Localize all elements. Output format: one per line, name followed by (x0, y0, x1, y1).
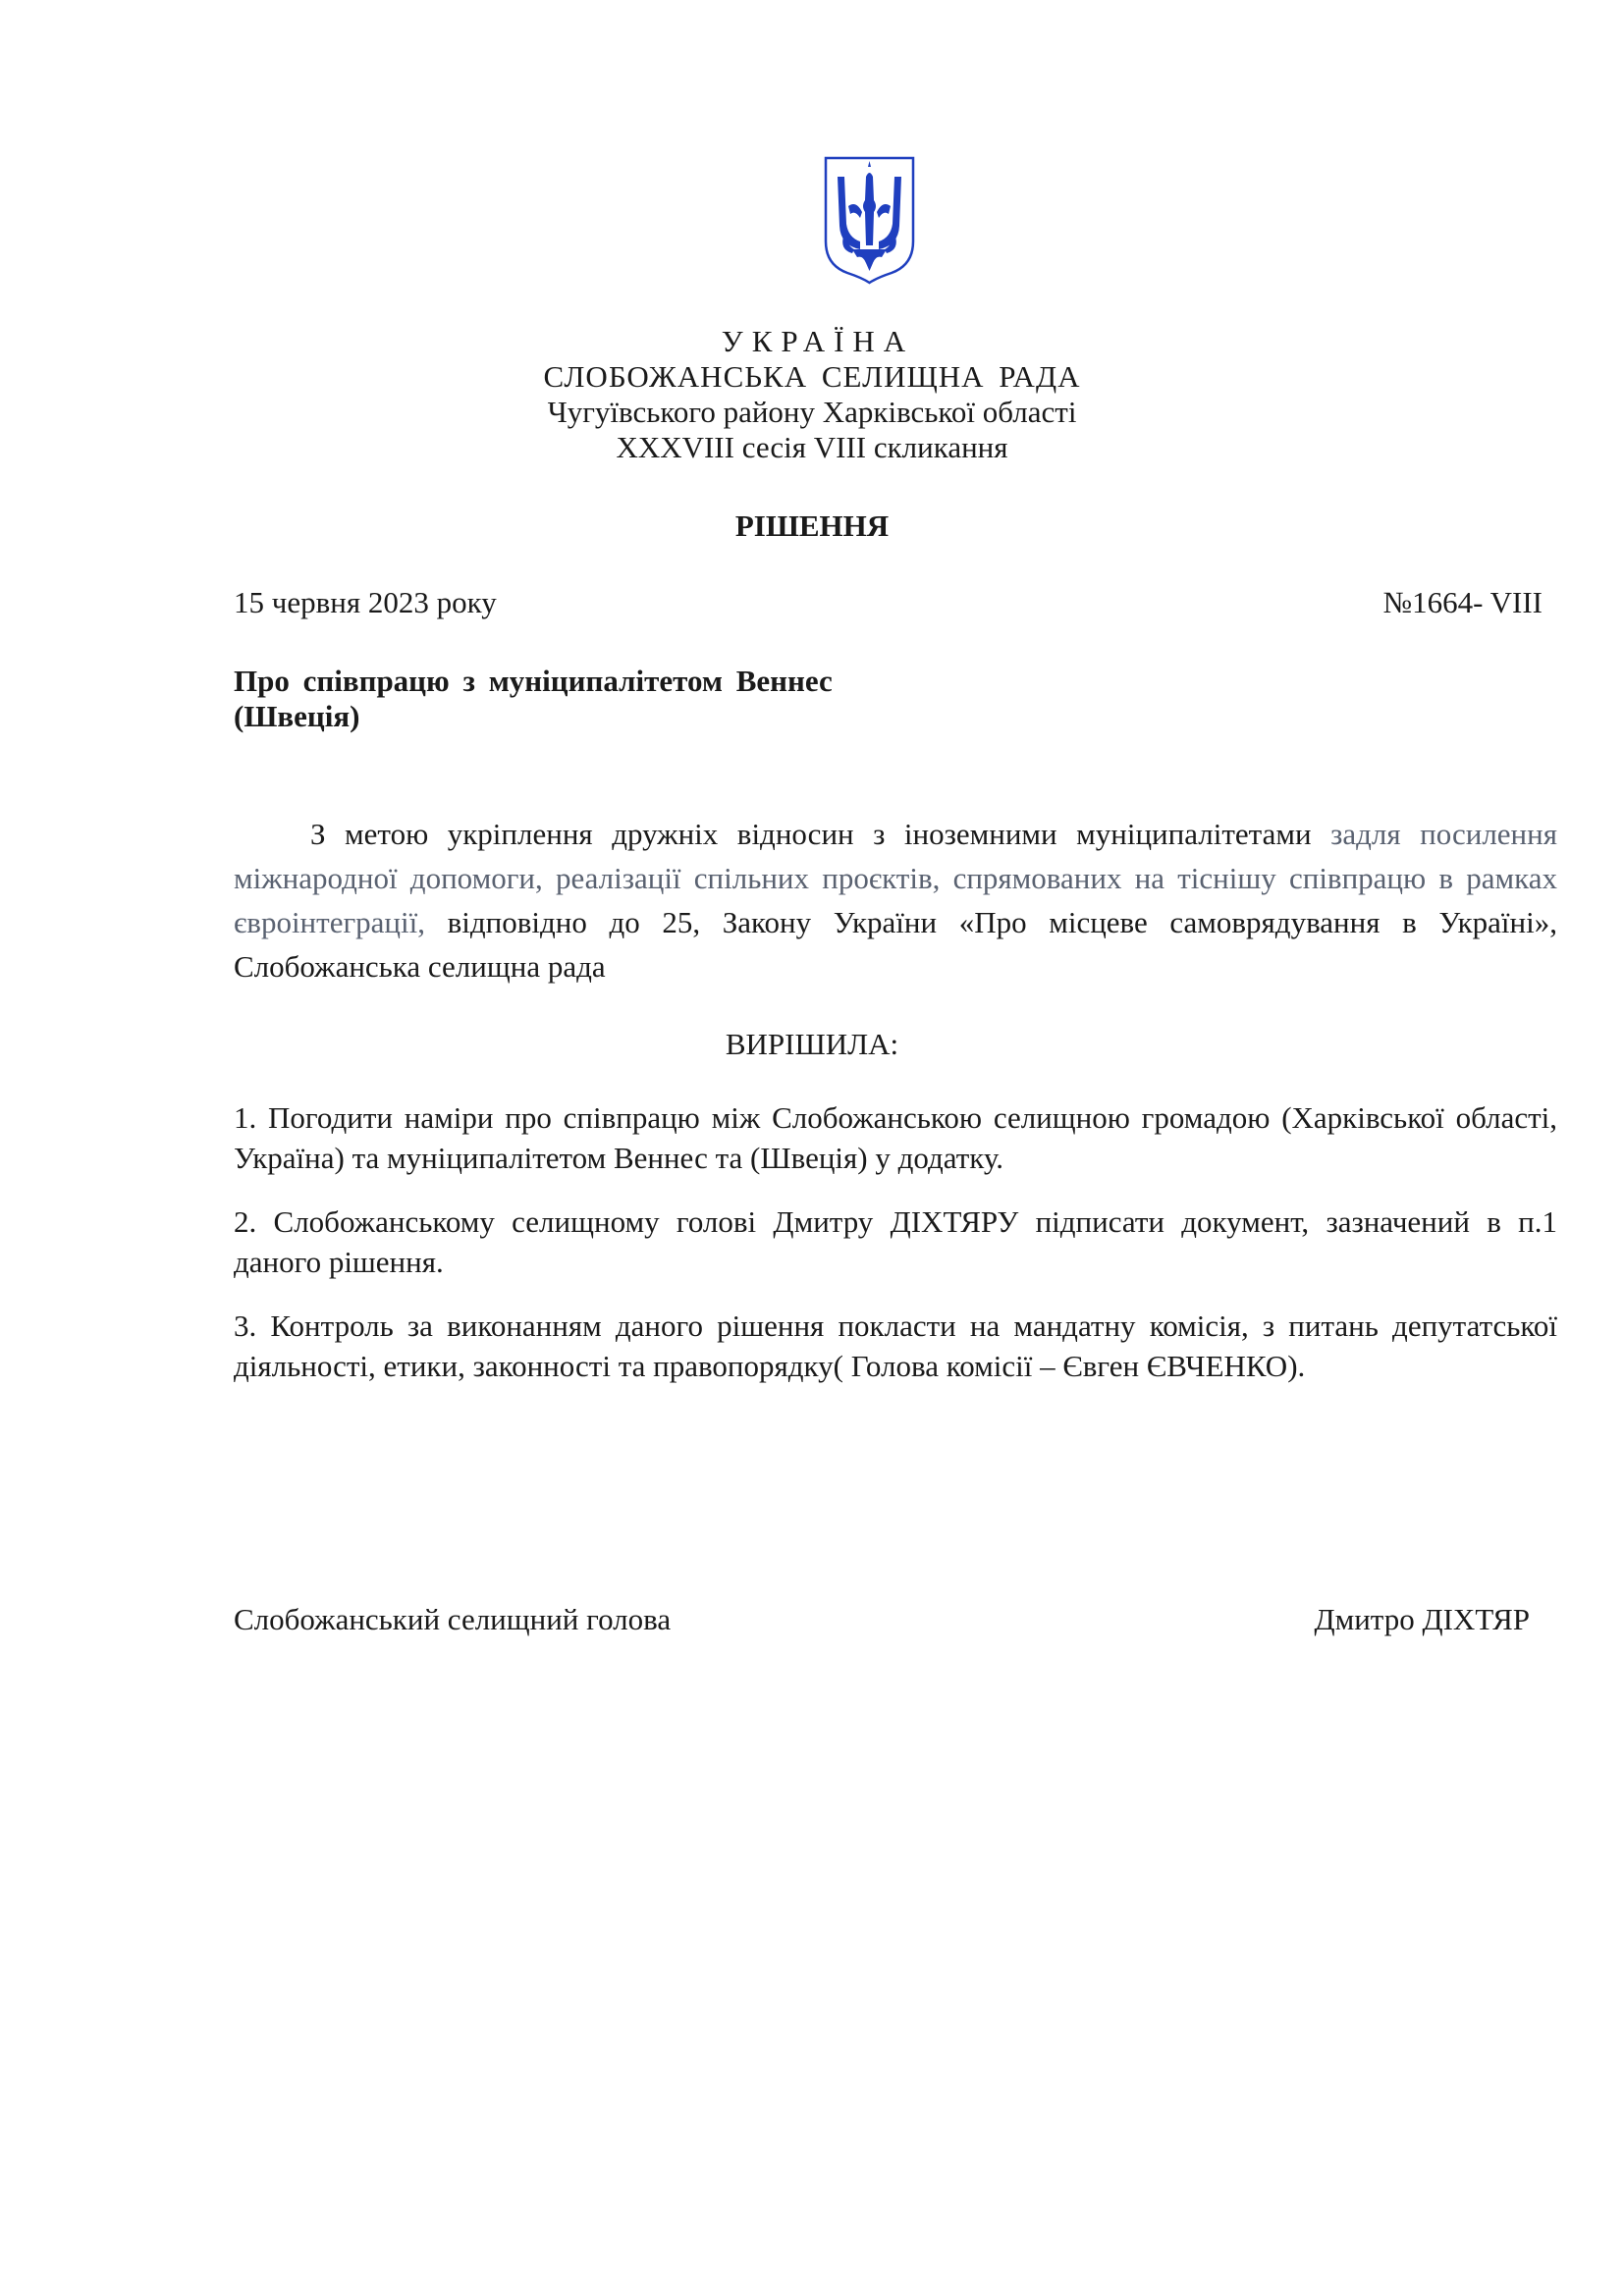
resolution-item-2: 2. Слобожанському селищному голові Дмитру ДІХТЯРУ підписати документ, зазначений в п.1 даного рішення. (234, 1204, 1557, 1279)
preamble-part-1: З метою укріплення дружніх відносин з іноземними муніципалітетами (310, 817, 1312, 851)
document-subject (234, 664, 901, 734)
subject-line-1: Про співпрацю з муніципалітетом Веннес (234, 664, 833, 698)
signatory-name: Дмитро ДІХТЯР (1314, 1602, 1530, 1636)
country-name: УКРАЇНА (721, 324, 915, 358)
session-info: XXXVIII сесія VIII скликання (616, 430, 1008, 464)
resolution-item-1: 1. Погодити наміри про співпрацю між Слобожанською селищною громадою (Харківської області, Україна) та муніципалітетом Веннес та (Швеція) у додатку. (234, 1100, 1557, 1175)
resolved-heading: ВИРІШИЛА: (725, 1027, 899, 1061)
subject-line-2: (Швеція) (234, 699, 360, 733)
preamble-paragraph (234, 812, 1557, 988)
signatory-position: Слобожанський селищний голова (234, 1602, 672, 1636)
preamble-part-3: відповідно до 25, Закону України «Про місцеве самоврядування в Україні», Слобожанська селищна рада (234, 905, 1557, 984)
document-date: 15 червня 2023 року (234, 585, 497, 619)
district-name: Чугуївського району Харківської області (547, 395, 1077, 429)
coat-of-arms-icon (823, 155, 916, 286)
document-title: РІШЕННЯ (734, 508, 890, 543)
council-name: СЛОБОЖАНСЬКА СЕЛИЩНА РАДА (543, 359, 1081, 394)
resolution-item-3: 3. Контроль за виконанням даного рішення покласти на мандатну комісія, з питань депутатської діяльності, етики, законності та правопорядку( Голова комісії – Євген ЄВЧЕНКО). (234, 1308, 1557, 1383)
document-number: №1664- VIII (1382, 585, 1543, 619)
preamble-part-2: задля посилення міжнародної допомоги, реалізації спільних проєктів, спрямованих на тіснішу співпрацю в рамках євроінтеграції, (234, 817, 1557, 939)
